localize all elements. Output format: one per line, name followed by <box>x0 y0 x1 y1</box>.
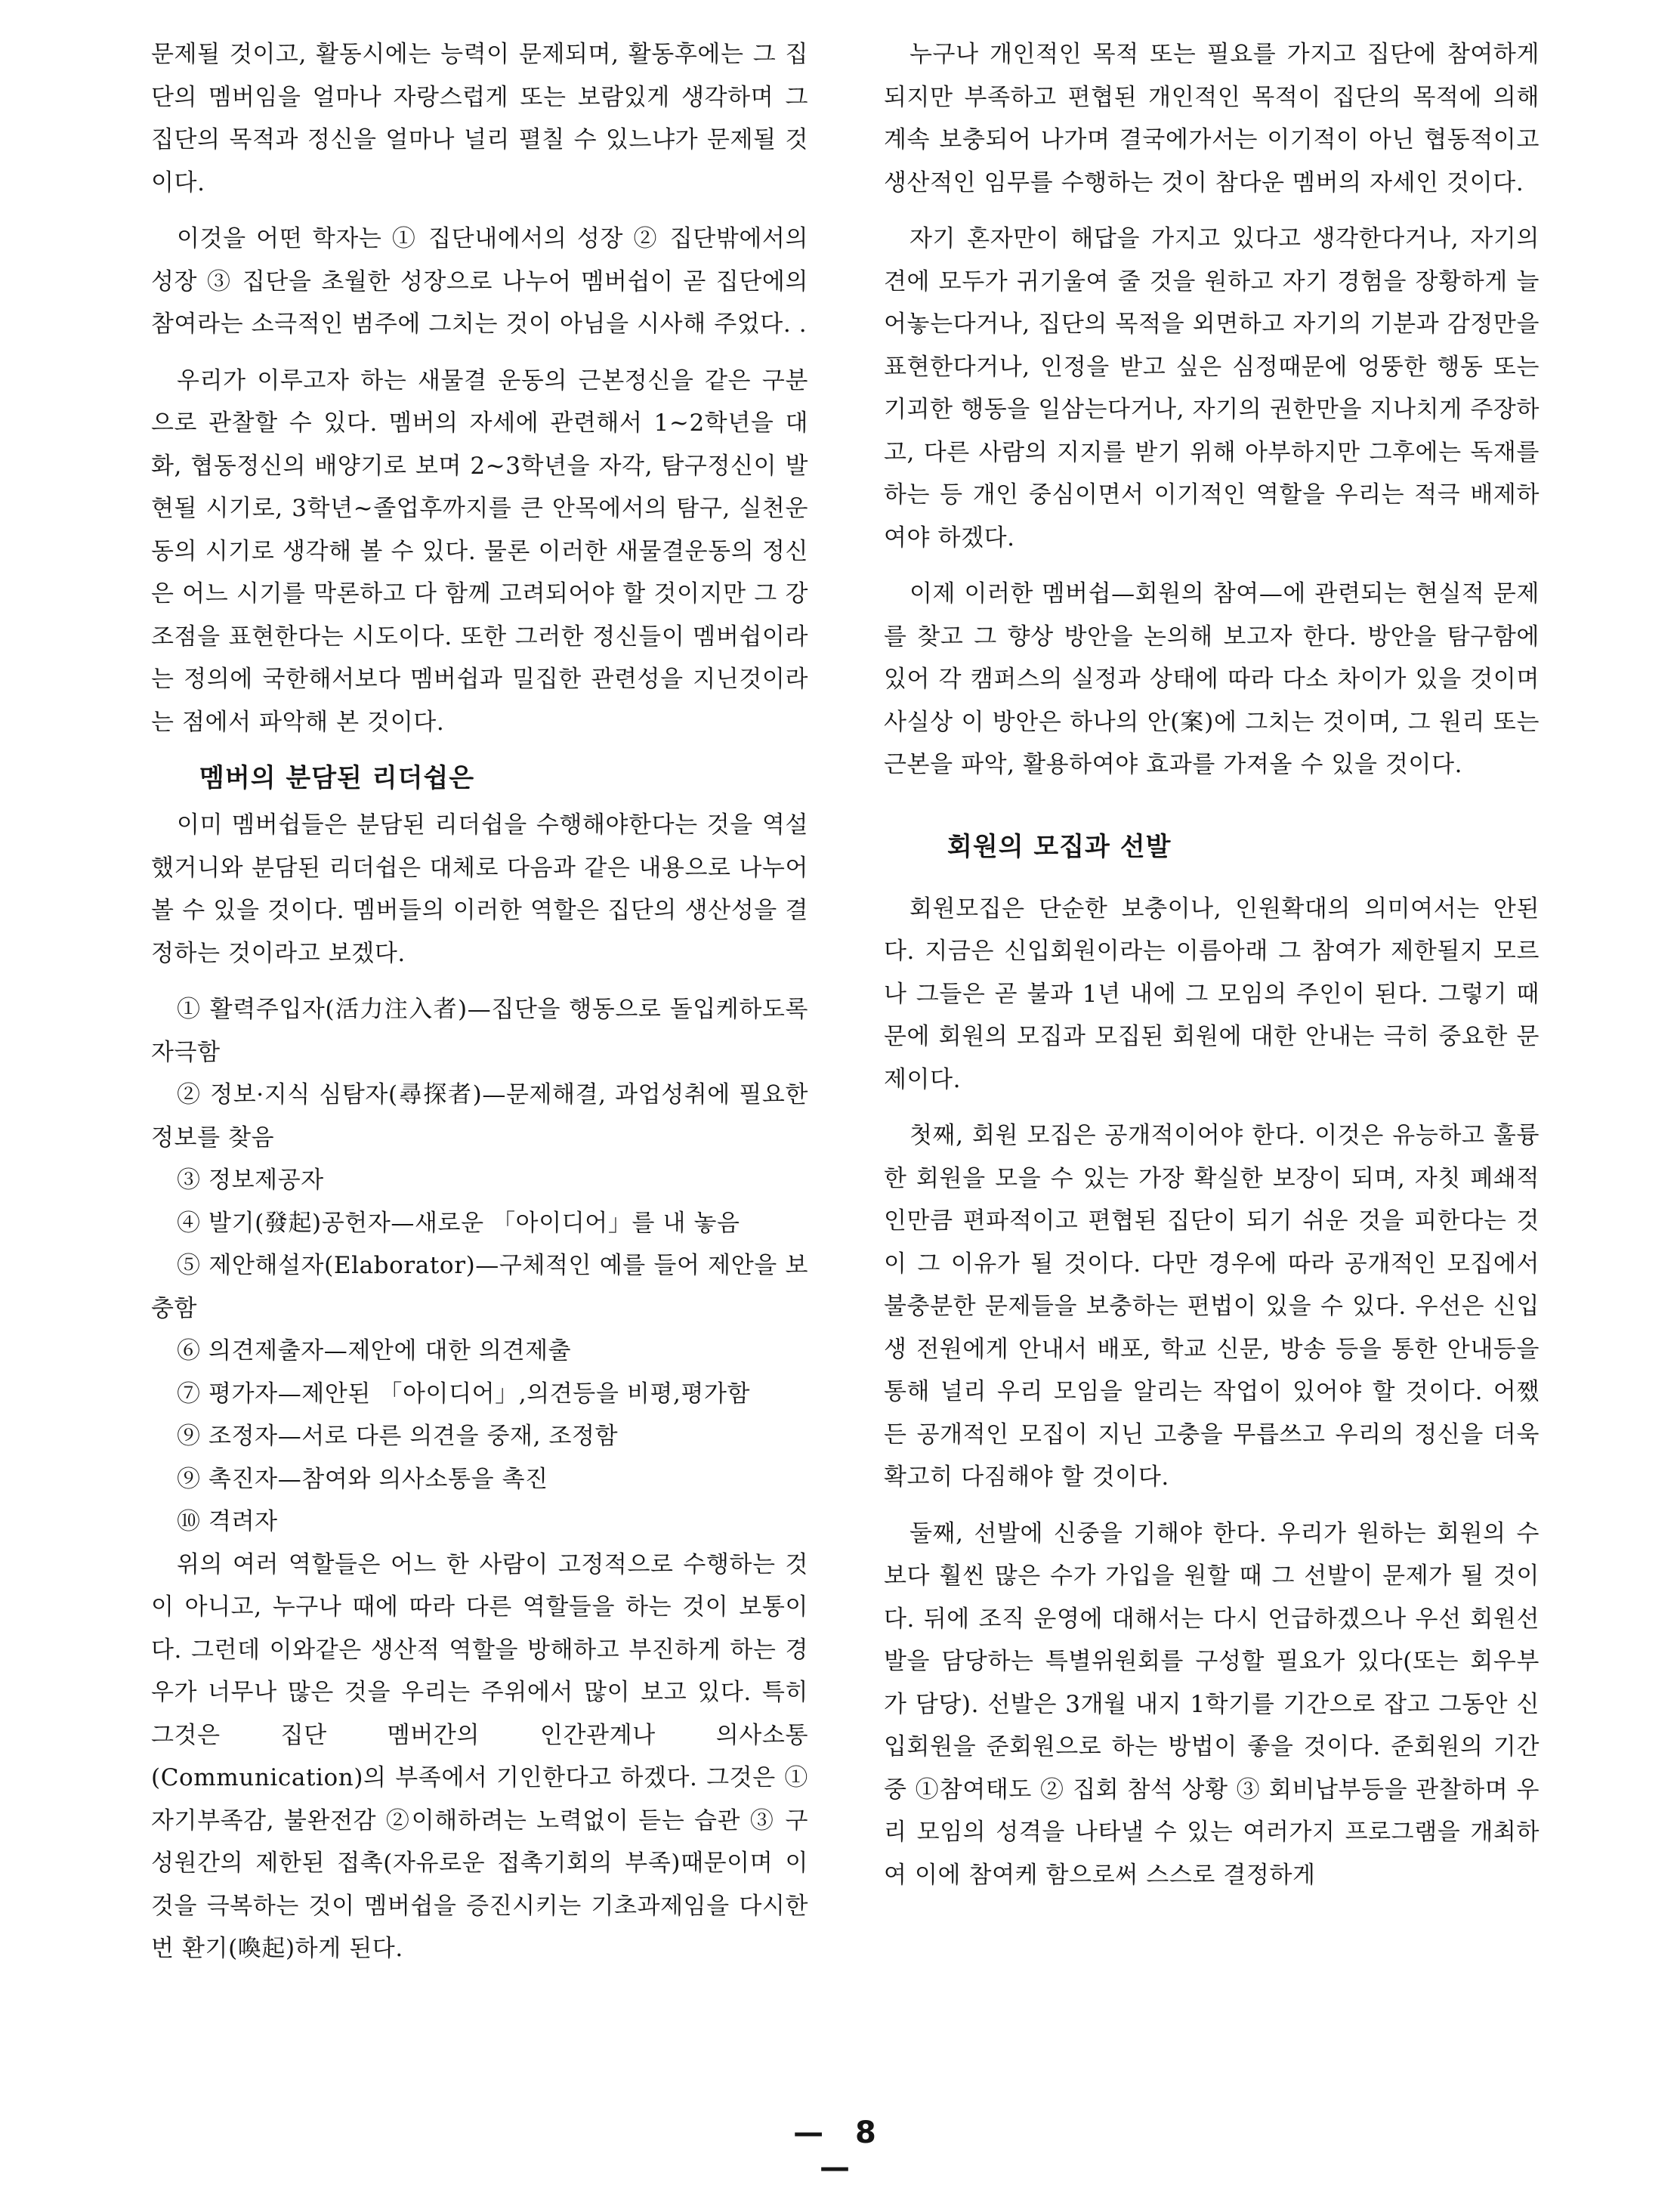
right-column <box>884 33 1539 1910</box>
list-item: ④ 발기(發起)공헌자—새로운 「아이디어」를 내 놓음 <box>177 1209 740 1237</box>
page-number: — 8 — <box>793 2115 887 2185</box>
paragraph: 회원모집은 단순한 보충이나, 인원확대의 의미여서는 안된다. 지금은 신입회원이라는 이름아래 그 참여가 제한될지 모르나 그들은 곧 불과 1년 내에 그 모임의 주인이 된다. 그렇기 때문에 회원의 모집과 모집된 회원에 대한 안내는 극히 중요한 문제이다. <box>884 895 1539 1093</box>
left-column <box>151 33 808 1984</box>
paragraph: 위의 여러 역할들은 어느 한 사람이 고정적으로 수행하는 것이 아니고, 누구나 때에 따라 다른 역할들을 하는 것이 보통이다. 그런데 이와같은 생산적 역할을 방해하고 부진하게 하는 경우가 너무나 많은 것을 우리는 주위에서 많이 보고 있다. 특히 그것은 집단 멤버간의 인간관계나 의사소통(Communication)의 부족에서 기인한다고 하겠다. 그것은 ① 자기부족감, 불완전감 ②이해하려는 노력없이 듣는 습관 ③ 구성원간의 제한된 접촉(자유로운 접촉기회의 부족)때문이며 이것을 극복하는 것이 멤버쉽을 증진시키는 기초과제임을 다시한번 환기(喚起)하게 된다. <box>151 1550 808 1962</box>
list-item: ⑥ 의견제출자—제안에 대한 의견제출 <box>177 1337 572 1364</box>
paragraph: 이제 이러한 멤버쉽—회원의 참여—에 관련되는 현실적 문제를 찾고 그 향상 방안을 논의해 보고자 한다. 방안을 탐구함에 있어 각 캠퍼스의 실정과 상태에 따라 다소 차이가 있을 것이며 사실상 이 방안은 하나의 안(案)에 그치는 것이며, 그 원리 또는 근본을 파악, 활용하여야 효과를 가져올 수 있을 것이다. <box>884 580 1539 778</box>
list-item: ① 활력주입자(活力注入者)—집단을 행동으로 돌입케하도록 자극함 <box>151 996 808 1066</box>
list-item: ② 정보·지식 심탐자(尋探者)—문제해결, 과업성취에 필요한 정보를 찾음 <box>151 1081 808 1151</box>
paragraph: 우리가 이루고자 하는 새물결 운동의 근본정신을 같은 구분으로 관찰할 수 있다. 멤버의 자세에 관련해서 1~2학년을 대화, 협동정신의 배양기로 보며 2~3학년을 자각, 탐구정신이 발현될 시기로, 3학년~졸업후까지를 큰 안목에서의 탐구, 실천운동의 시기로 생각해 볼 수 있다. 물론 이러한 새물결운동의 정신은 어느 시기를 막론하고 다 함께 고려되어야 할 것이지만 그 강조점을 표현한다는 시도이다. 또한 그러한 정신들이 멤버쉽이라는 정의에 국한해서보다 멤버쉽과 밀집한 관련성을 지닌것이라는 점에서 파악해 본 것이다. <box>151 366 808 736</box>
section-heading-recruitment: 회원의 모집과 선발 <box>947 831 1172 862</box>
paragraph: 누구나 개인적인 목적 또는 필요를 가지고 집단에 참여하게 되지만 부족하고 편협된 개인적인 목적이 집단의 목적에 의해 계속 보충되어 나가며 결국에가서는 이기적이 아닌 협동적이고 생산적인 임무를 수행하는 것이 참다운 멤버의 자세인 것이다. <box>884 41 1539 196</box>
paragraph: 자기 혼자만이 해답을 가지고 있다고 생각한다거나, 자기의견에 모두가 귀기울여 줄 것을 원하고 자기 경험을 장황하게 늘어놓는다거나, 집단의 목적을 외면하고 자기의 기분과 감정만을 표현한다거나, 인정을 받고 싶은 심정때문에 엉뚱한 행동 또는 기괴한 행동을 일삼는다거나, 자기의 권한만을 지나치게 주장하고, 다른 사람의 지지를 받기 위해 아부하지만 그후에는 독재를 하는 등 개인 중심이면서 이기적인 역할을 우리는 적극 배제하여야 하겠다. <box>884 225 1539 552</box>
list-item: ③ 정보제공자 <box>177 1167 324 1194</box>
paragraph: 문제될 것이고, 활동시에는 능력이 문제되며, 활동후에는 그 집단의 멤버임을 얼마나 자랑스럽게 또는 보람있게 생각하며 그 집단의 목적과 정신을 얼마나 널리 펼칠 수 있느냐가 문제될 것이다. <box>151 41 808 196</box>
list-item: ⑨ 촉진자—참여와 의사소통을 촉진 <box>177 1465 548 1493</box>
list-item: ⑨ 조정자—서로 다른 의견을 중재, 조정함 <box>177 1423 619 1450</box>
list-item: ⑤ 제안해설자(Elaborator)—구체적인 예를 들어 제안을 보충함 <box>151 1252 808 1322</box>
paragraph: 이미 멤버쉽들은 분담된 리더쉽을 수행해야한다는 것을 역설했거니와 분담된 리더쉽은 대체로 다음과 같은 내용으로 나누어 볼 수 있을 것이다. 멤버들의 이러한 역할은 집단의 생산성을 결정하는 것이라고 보겠다. <box>151 811 808 967</box>
list-item: ⑩ 격려자 <box>177 1508 278 1535</box>
paragraph: 이것을 어떤 학자는 ① 집단내에서의 성장 ② 집단밖에서의 성장 ③ 집단을 초월한 성장으로 나누어 멤버쉽이 곧 집단에의 참여라는 소극적인 범주에 그치는 것이 아님을 시사해 주었다. . <box>151 225 808 338</box>
paragraph: 첫째, 회원 모집은 공개적이어야 한다. 이것은 유능하고 훌륭한 회원을 모을 수 있는 가장 확실한 보장이 되며, 자칫 폐쇄적인만큼 편파적이고 편협된 집단이 되기 쉬운 것을 피한다는 것이 그 이유가 될 것이다. 다만 경우에 따라 공개적인 모집에서 불충분한 문제들을 보충하는 편법이 있을 수 있다. 우선은 신입생 전원에게 안내서 배포, 학교 신문, 방송 등을 통한 안내등을 통해 널리 우리 모임을 알리는 작업이 있어야 할 것이다. 어쨌든 공개적인 모집이 지닌 고충을 무릅쓰고 우리의 정신을 더욱 확고히 다짐해야 할 것이다. <box>884 1122 1539 1491</box>
section-heading-shared-leadership: 멤버의 분담된 리더쉽은 <box>199 763 475 793</box>
paragraph: 둘째, 선발에 신중을 기해야 한다. 우리가 원하는 회원의 수 보다 훨씬 많은 수가 가입을 원할 때 그 선발이 문제가 될 것이다. 뒤에 조직 운영에 대해서는 다시 언급하겠으나 우선 회원선발을 담당하는 특별위원회를 구성할 필요가 있다(또는 회우부가 담당). 선발은 3개월 내지 1학기를 기간으로 잡고 그동안 신입회원을 준회원으로 하는 방법이 좋을 것이다. 준회원의 기간중 ①참여태도 ② 집회 참석 상황 ③ 회비납부등을 관찰하며 우리 모임의 성격을 나타낼 수 있는 여러가지 프로그램을 개최하여 이에 참여케 함으로써 스스로 결정하게 <box>884 1519 1539 1889</box>
list-item: ⑦ 평가자—제안된 「아이디어」,의견등을 비평,평가함 <box>177 1380 751 1408</box>
roles-list <box>151 988 808 1544</box>
